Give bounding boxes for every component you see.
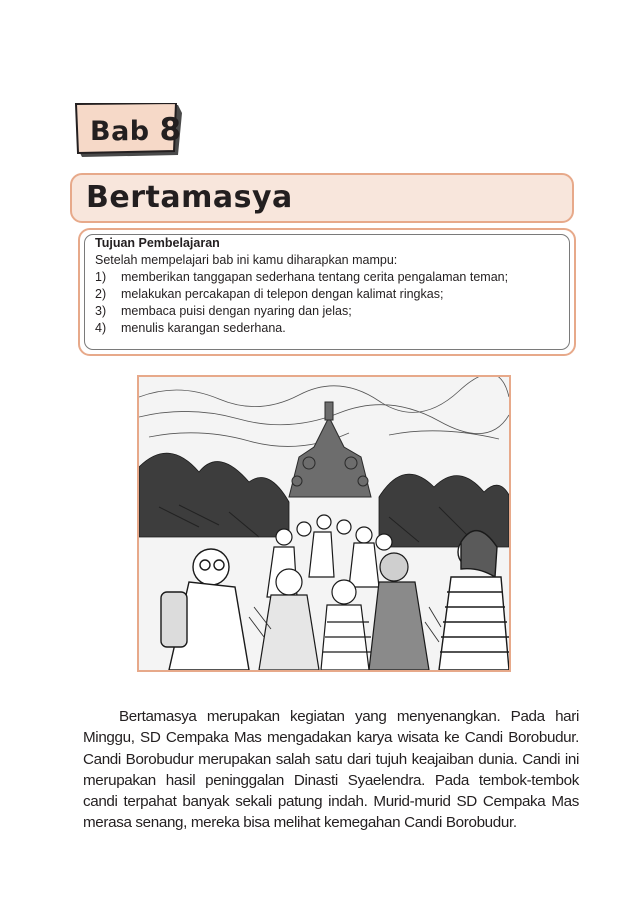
objective-text: memberikan tanggapan sederhana tentang cerita pengalaman teman;: [121, 270, 509, 284]
chapter-label: [90, 112, 182, 148]
objective-number: 3): [95, 304, 107, 318]
objective-number: 2): [95, 287, 107, 301]
chapter-word: Bab: [90, 116, 150, 147]
illustration-drawing: [139, 377, 509, 670]
page-title: Bertamasya: [86, 180, 293, 215]
objective-number: 4): [95, 321, 107, 335]
objectives-heading: Tujuan Pembelajaran: [95, 236, 220, 250]
chapter-tab: [74, 103, 184, 159]
objective-text: membaca puisi dengan nyaring dan jelas;: [121, 304, 352, 318]
title-bar: [70, 173, 574, 223]
objective-item: [95, 320, 508, 337]
intro-paragraph: Bertamasya merupakan kegiatan yang menyenangkan. Pada hari Minggu, SD Cempaka Mas mengadakan karya wisata ke Candi Borobudur. Candi Borobudur merupakan salah satu dari tujuh keajaiban dunia. Candi ini merupakan hasil peninggalan Dinasti Syaelendra. Pada tembok-tembok candi terpahat banyak sekali patung indah. Murid-murid SD Cempaka Mas merasa senang, mereka bisa melihat kemegahan Candi Borobudur.: [83, 708, 579, 832]
objective-text: melakukan percakapan di telepon dengan kalimat ringkas;: [121, 287, 444, 301]
borobudur-crowd-illustration: [137, 375, 511, 672]
chapter-number: 8: [159, 112, 182, 148]
objective-item: [95, 303, 508, 320]
objective-item: [95, 286, 508, 303]
objective-number: 1): [95, 270, 107, 284]
objective-item: [95, 269, 508, 286]
objectives-intro: Setelah mempelajari bab ini kamu diharapkan mampu:: [95, 253, 398, 267]
objective-text: menulis karangan sederhana.: [121, 321, 286, 335]
objectives-list: [95, 269, 508, 337]
